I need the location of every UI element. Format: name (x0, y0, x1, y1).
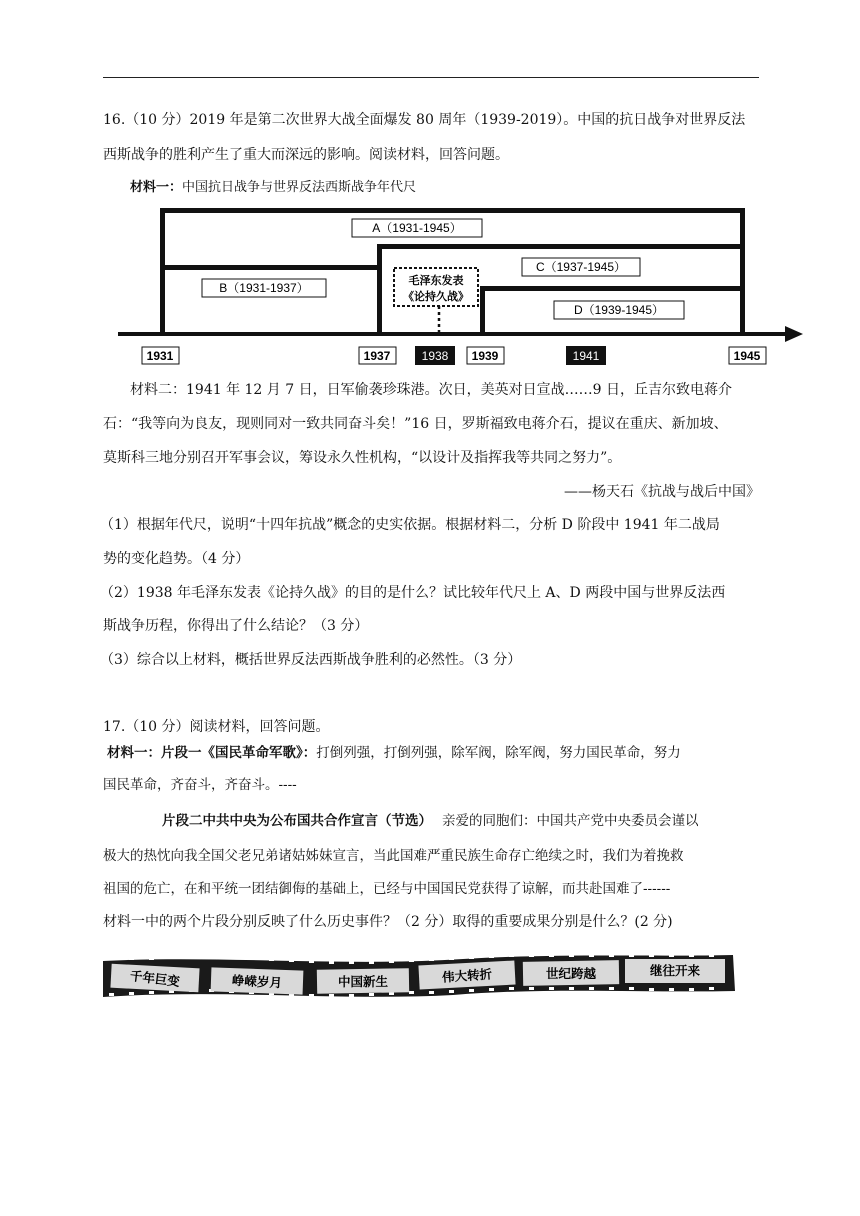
q17-material1-line2: 国民革命，齐奋斗，齐奋斗。---- (103, 777, 297, 793)
q17-question: 材料一中的两个片段分别反映了什么历史事件？（2 分）取得的重要成果分别是什么？(2 分) (103, 914, 673, 930)
material1-desc: 中国抗日战争与世界反法西斯战争年代尺 (182, 180, 417, 195)
timeline-diagram (115, 206, 805, 374)
era-b-bar (162, 265, 377, 270)
era-1937-post (377, 244, 382, 332)
q17-fragment2-line2: 极大的热忱向我全国父老兄弟诸姑姊妹宣言，当此国难严重民族生命存亡绝续之时，我们为着挽救 (103, 848, 684, 864)
period-c-label: C（1937-1945） (535, 260, 627, 274)
note-line1: 毛泽东发表 (408, 274, 464, 287)
film-label-4: 伟大转折 (441, 966, 493, 985)
film-label-2: 峥嵘岁月 (231, 972, 283, 991)
q17-material1-text: 打倒列强，打倒列强，除军阀，除军阀，努力国民革命，努力 (316, 745, 681, 761)
year-1931: 1931 (146, 349, 174, 363)
material2-line3: 莫斯科三地分别召开军事会议，筹设永久性机构，“以设计及指挥我等共同之努力”。 (103, 450, 622, 466)
q17-fragment2-label: 片段二中共中央为公布国共合作宣言（节选） (162, 813, 432, 829)
material1-title (130, 178, 790, 198)
era-c-bar (377, 244, 744, 249)
year-1941: 1941 (572, 349, 600, 363)
film-label-6: 继往开来 (649, 963, 701, 978)
q17-fragment2-line1 (162, 811, 822, 831)
q17-fragment2-line3: 祖国的危亡，在和平统一团结御侮的基础上，已经与中国国民党获得了谅解，而共赴国难了------ (103, 881, 671, 897)
film-strip-image (103, 953, 735, 999)
period-b-label: B（1931-1937） (219, 281, 309, 295)
end-1945-post (740, 208, 745, 332)
material1-label: 材料一： (130, 180, 183, 195)
q16-sub3: （3）综合以上材料，概括世界反法西斯战争胜利的必然性。（3 分） (100, 652, 522, 668)
year-1945: 1945 (733, 349, 761, 363)
material2-line2: 石：“我等向为良友，现则同对一致共同奋斗矣！”16 日，罗斯福致电蒋介石，提议在重庆、新加坡、 (103, 416, 728, 432)
q17-material1-line1 (107, 743, 767, 763)
era-1939-post (480, 286, 485, 332)
q16-sub2-line2: 斯战争历程，你得出了什么结论？（3 分） (103, 618, 369, 634)
q17-material1-label: 材料一：片段一《国民革命军歌》： (107, 745, 317, 761)
film-label-1: 千年巨变 (129, 968, 181, 989)
era-d-bar (480, 286, 744, 291)
q16-sub2-line1: （2）1938 年毛泽东发表《论持久战》的目的是什么？试比较年代尺上 A、D 两段中国与世界反法西 (100, 585, 726, 601)
q17-title: 17.（10 分）阅读材料，回答问题。 (103, 719, 330, 735)
material2-source: ——杨天石《抗战与战后中国》 (564, 484, 760, 500)
q17-fragment2-text: 亲爱的同胞们：中国共产党中央委员会谨以 (442, 813, 699, 829)
note-line2: 《论持久战》 (403, 290, 469, 303)
year-1939: 1939 (471, 349, 499, 363)
q16-sub1-line2: 势的变化趋势。（4 分） (103, 551, 250, 567)
q16-intro-line1: 16.（10 分）2019 年是第二次世界大战全面爆发 80 周年（1939-2019）。中国的抗日战争对世界反法 (103, 112, 746, 128)
axis-arrow-icon (785, 326, 803, 342)
header-rule (103, 77, 759, 78)
q16-intro-line2: 西斯战争的胜利产生了重大而深远的影响。阅读材料，回答问题。 (103, 147, 509, 163)
time-axis (118, 332, 788, 336)
year-1937: 1937 (363, 349, 391, 363)
era-a-top-bar (162, 208, 744, 213)
period-a-label: A（1931-1945） (372, 221, 462, 235)
film-label-3: 中国新生 (337, 974, 389, 989)
q16-sub1-line1: （1）根据年代尺，说明“十四年抗战”概念的史实依据。根据材料二，分析 D 阶段中 1941 年二战局 (100, 517, 720, 533)
year-1938: 1938 (421, 349, 449, 363)
material2-line1: 材料二：1941 年 12 月 7 日，日军偷袭珍珠港。次日，美英对日宣战……9 日，丘吉尔致电蒋介 (130, 382, 732, 398)
film-label-5: 世纪跨越 (545, 966, 597, 981)
period-d-label: D（1939-1945） (573, 303, 665, 317)
